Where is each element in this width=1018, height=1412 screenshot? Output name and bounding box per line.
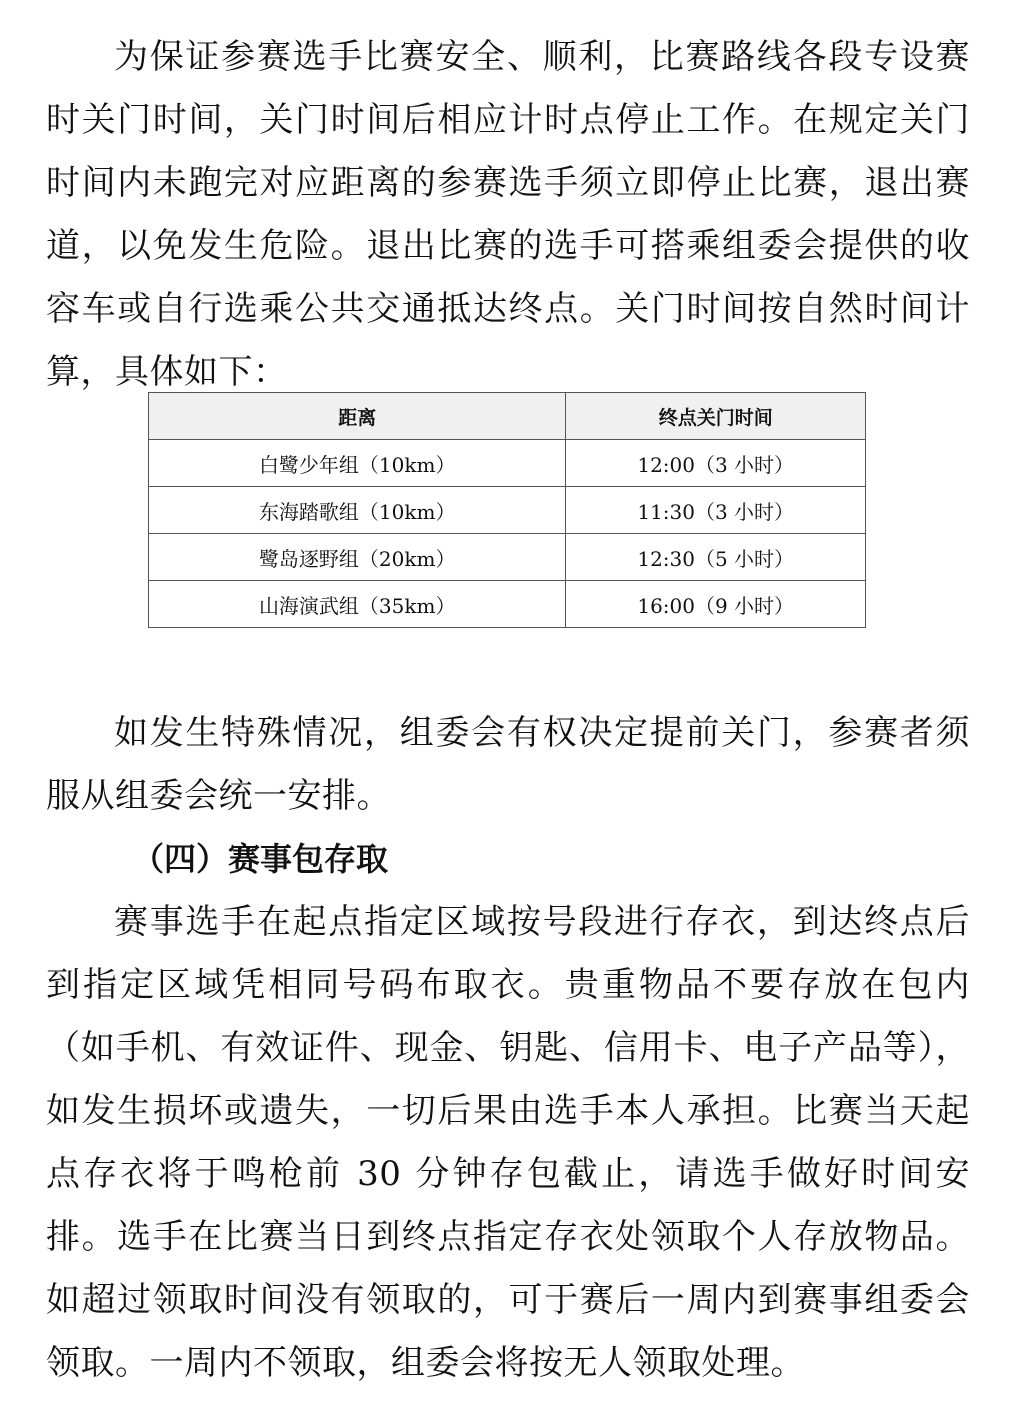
header-distance: 距离 — [149, 393, 566, 440]
bag-storage-paragraph: 赛事选手在起点指定区域按号段进行存衣，到达终点后到指定区域凭相同号码布取衣。贵重物品不要存放在包内（如手机、有效证件、现金、钥匙、信用卡、电子产品等），如发生损坏或遗失，一切后果由选手本人承担。比赛当天起点存衣将于鸣枪前 30 分钟存包截止，请选手做好时间安排。选手在比赛当日到终点指定存衣处领取个人存放物品。如超过领取时间没有领取的，可于赛后一周内到赛事组委会领取。一周内不领取，组委会将按无人领取处理。 — [46, 902, 970, 1383]
cell-distance: 山海演武组（35km） — [149, 581, 566, 628]
table-header-row — [149, 393, 866, 440]
table-row — [149, 534, 866, 581]
cell-closing-time: 11:30（3 小时） — [566, 487, 866, 534]
cell-distance: 白鹭少年组（10km） — [149, 440, 566, 487]
cell-closing-time: 12:30（5 小时） — [566, 534, 866, 581]
table-row — [149, 581, 866, 628]
cell-distance: 鹭岛逐野组（20km） — [149, 534, 566, 581]
intro-paragraph: 为保证参赛选手比赛安全、顺利，比赛路线各段专设赛时关门时间，关门时间后相应计时点停止工作。在规定关门时间内未跑完对应距离的参赛选手须立即停止比赛，退出赛道，以免发生危险。退出比赛的选手可搭乘组委会提供的收容车或自行选乘公共交通抵达终点。关门时间按自然时间计算，具体如下： — [46, 37, 970, 392]
table-row — [149, 440, 866, 487]
table-row — [149, 487, 866, 534]
cell-closing-time: 12:00（3 小时） — [566, 440, 866, 487]
special-situation-paragraph: 如发生特殊情况，组委会有权决定提前关门，参赛者须服从组委会统一安排。 — [46, 713, 970, 816]
section-heading: （四）赛事包存取 — [132, 840, 389, 878]
closing-time-table — [148, 392, 866, 628]
cell-distance: 东海踏歌组（10km） — [149, 487, 566, 534]
cell-closing-time: 16:00（9 小时） — [566, 581, 866, 628]
header-closing-time: 终点关门时间 — [566, 393, 866, 440]
